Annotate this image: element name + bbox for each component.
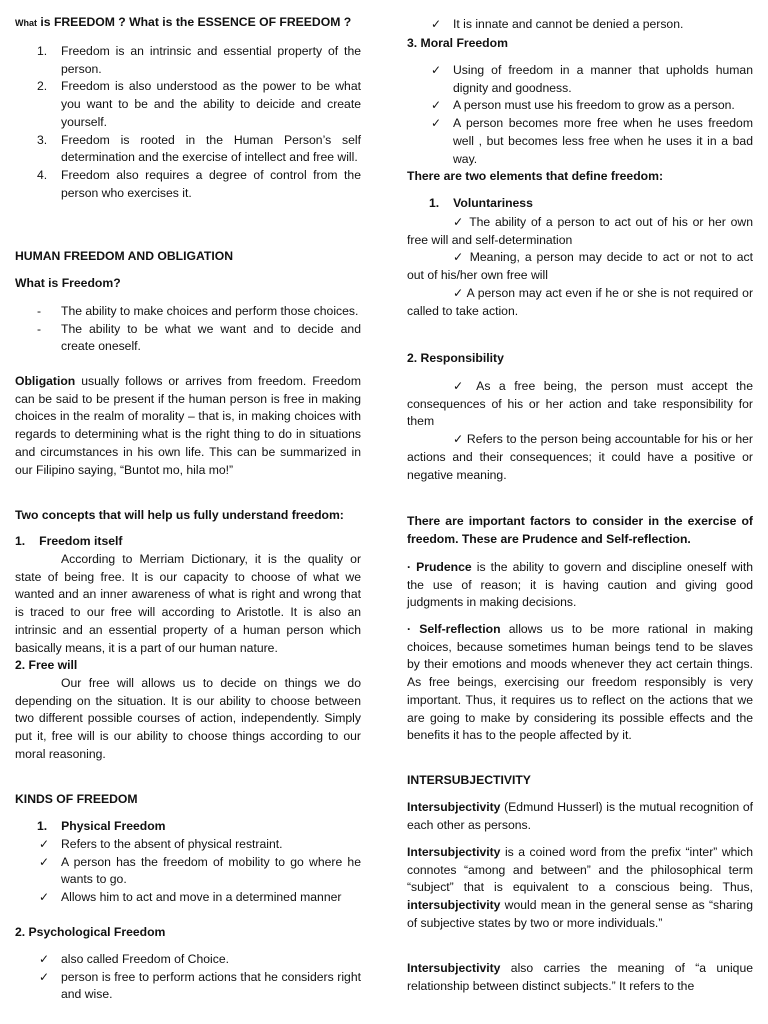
list-item: ✓ also called Freedom of Choice. bbox=[15, 951, 361, 969]
list-item: 3. Freedom is rooted in the Human Person’s self determination and the exercise of intellect and free will. bbox=[37, 132, 361, 165]
intersubjectivity-heading: INTERSUBJECTIVITY bbox=[407, 773, 531, 787]
psychological-freedom-list bbox=[15, 951, 361, 1004]
list-item: ✓ As a free being, the person must accept the consequences of his or her action and take responsibility for them bbox=[407, 379, 753, 429]
intersubjectivity-paragraph-1: Intersubjectivity (Edmund Husserl) is the mutual recognition of each other as persons. bbox=[407, 800, 753, 832]
responsibility-list bbox=[407, 378, 753, 484]
prudence-paragraph: · Prudence is the ability to govern and discipline oneself with the use of reason; it is having caution and giving good judgments in making decisions. bbox=[407, 560, 753, 610]
obligation-paragraph: Obligation usually follows or arrives from freedom. Freedom can be said to be present if the human person is free in making choices in the realm of morality – that is, in making choices with regards to determining what is the right thing to do in situations and circumstances in his own life. This can be summarized in our Filipino saying, “Buntot mo, hila mo!” bbox=[15, 374, 361, 477]
kinds-of-freedom-heading: KINDS OF FREEDOM bbox=[15, 792, 138, 806]
check-icon: ✓ bbox=[431, 63, 442, 77]
page-title bbox=[15, 14, 361, 33]
moral-freedom-list bbox=[407, 62, 753, 168]
check-icon: ✓ bbox=[39, 969, 50, 984]
list-item: ✓ Refers to the absent of physical restraint. bbox=[15, 836, 361, 854]
list-item: ✓ It is innate and cannot be denied a person. bbox=[407, 16, 753, 34]
intersubjectivity-paragraph-3: Intersubjectivity also carries the meaning of “a unique relationship between distinct subjects.” It refers to the bbox=[407, 961, 753, 993]
list-item: ✓ A person may act even if he or she is not required or called to take action. bbox=[407, 285, 753, 318]
list-item: ✓ Meaning, a person may decide to act or not to act out of his/her own free will bbox=[407, 250, 753, 283]
freedom-itself-heading: 1. Freedom itself bbox=[15, 534, 123, 548]
physical-freedom-heading: 1. Physical Freedom bbox=[37, 819, 166, 833]
psychological-freedom-heading: 2. Psychological Freedom bbox=[15, 925, 166, 939]
psychological-freedom-continued bbox=[407, 16, 753, 34]
freedom-itself-paragraph: According to Merriam Dictionary, it is the quality or state of being free. It is our capacity to choose of what we wanted and an inner awareness of what is right and wrong that is traced to our free will according to Aristotle. It is also an intrinsic and an essential property of a human person which basically means, it is a part of our human nature. bbox=[15, 552, 361, 655]
list-item: 4. Freedom also requires a degree of control from the person who exercises it. bbox=[37, 167, 361, 200]
section-heading-human-freedom: HUMAN FREEDOM AND OBLIGATION bbox=[15, 249, 234, 263]
list-item: 1. Freedom is an intrinsic and essential property of the person. bbox=[37, 44, 361, 76]
check-icon: ✓ bbox=[39, 952, 50, 966]
factors-heading: There are important factors to consider in the exercise of freedom. These are Prudence and Self-reflection. bbox=[407, 514, 753, 546]
check-icon: ✓ bbox=[39, 854, 50, 869]
free-will-heading: 2. Free will bbox=[15, 658, 78, 672]
elements-heading: There are two elements that define freedom: bbox=[407, 169, 663, 183]
list-item: 2. Freedom is also understood as the power to be what you want to be and the ability to deicide and create yourself. bbox=[37, 79, 361, 129]
check-icon: ✓ bbox=[39, 837, 50, 851]
intersubjectivity-paragraph-2: Intersubjectivity is a coined word from the prefix “inter” which connotes “among and between” and the philosophical term “subject” that is equivalent to a conscious being. Thus, intersubjectivity would mean in the general sense as “sharing of subjective states by two or more individuals.” bbox=[407, 845, 753, 930]
list-item: ✓ The ability of a person to act out of his or her own free will and self-determination bbox=[407, 215, 753, 247]
list-item: ✓ Using of freedom in a manner that upholds human dignity and goodness. bbox=[431, 63, 753, 95]
two-concepts-heading: Two concepts that will help us fully understand freedom: bbox=[15, 508, 344, 522]
physical-freedom-list bbox=[15, 836, 361, 907]
voluntariness-list bbox=[407, 214, 753, 320]
moral-freedom-heading: 3. Moral Freedom bbox=[407, 36, 508, 50]
responsibility-heading: 2. Responsibility bbox=[407, 351, 504, 365]
check-icon: ✓ bbox=[39, 890, 50, 905]
essence-list bbox=[15, 43, 361, 202]
what-is-freedom-list bbox=[15, 303, 361, 356]
check-icon: ✓ bbox=[431, 116, 442, 131]
free-will-paragraph: Our free will allows us to decide on things we do depending on the situation. It is our ability to choose between two different possible courses of action, independently. Simply put it, free will is our ability to choose things according to our moral reasoning. bbox=[15, 676, 361, 761]
check-icon: ✓ bbox=[431, 98, 442, 113]
subheading-what-is-freedom: What is Freedom? bbox=[15, 276, 121, 290]
check-icon: ✓ bbox=[431, 17, 442, 31]
title-main: is FREEDOM ? What is the ESSENCE OF FREEDOM ? bbox=[40, 15, 352, 29]
list-item: ✓ person is free to perform actions that he considers right and wise. bbox=[39, 969, 361, 1002]
list-item: ✓ A person becomes more free when he uses freedom well , but becomes less free when he uses it in a bad way. bbox=[431, 116, 753, 166]
list-item: ✓ A person must use his freedom to grow as a person. bbox=[407, 97, 753, 115]
self-reflection-paragraph: · Self-reflection allows us to be more rational in making choices, because sometimes human beings tend to be slaves by their emotions and moods whenever they act certain things. As free beings, exercising our freedom responsibly is very important. Thus, it requires us to reflect on the actions that we are going to make by considering its possible effects and the benefits it has to the people affected by it. bbox=[407, 622, 753, 743]
title-prefix: What bbox=[15, 18, 37, 28]
list-item: - The ability to make choices and perform those choices. bbox=[37, 304, 359, 318]
list-item: ✓ Allows him to act and move in a determined manner bbox=[15, 889, 361, 907]
list-item: ✓ Refers to the person being accountable for his or her actions and their consequences; it could have a positive or negative meaning. bbox=[407, 432, 753, 482]
voluntariness-heading: 1. Voluntariness bbox=[429, 196, 533, 210]
list-item: - The ability to be what we want and to decide and create oneself. bbox=[37, 321, 361, 354]
list-item: ✓ A person has the freedom of mobility to go where he wants to go. bbox=[39, 854, 361, 887]
